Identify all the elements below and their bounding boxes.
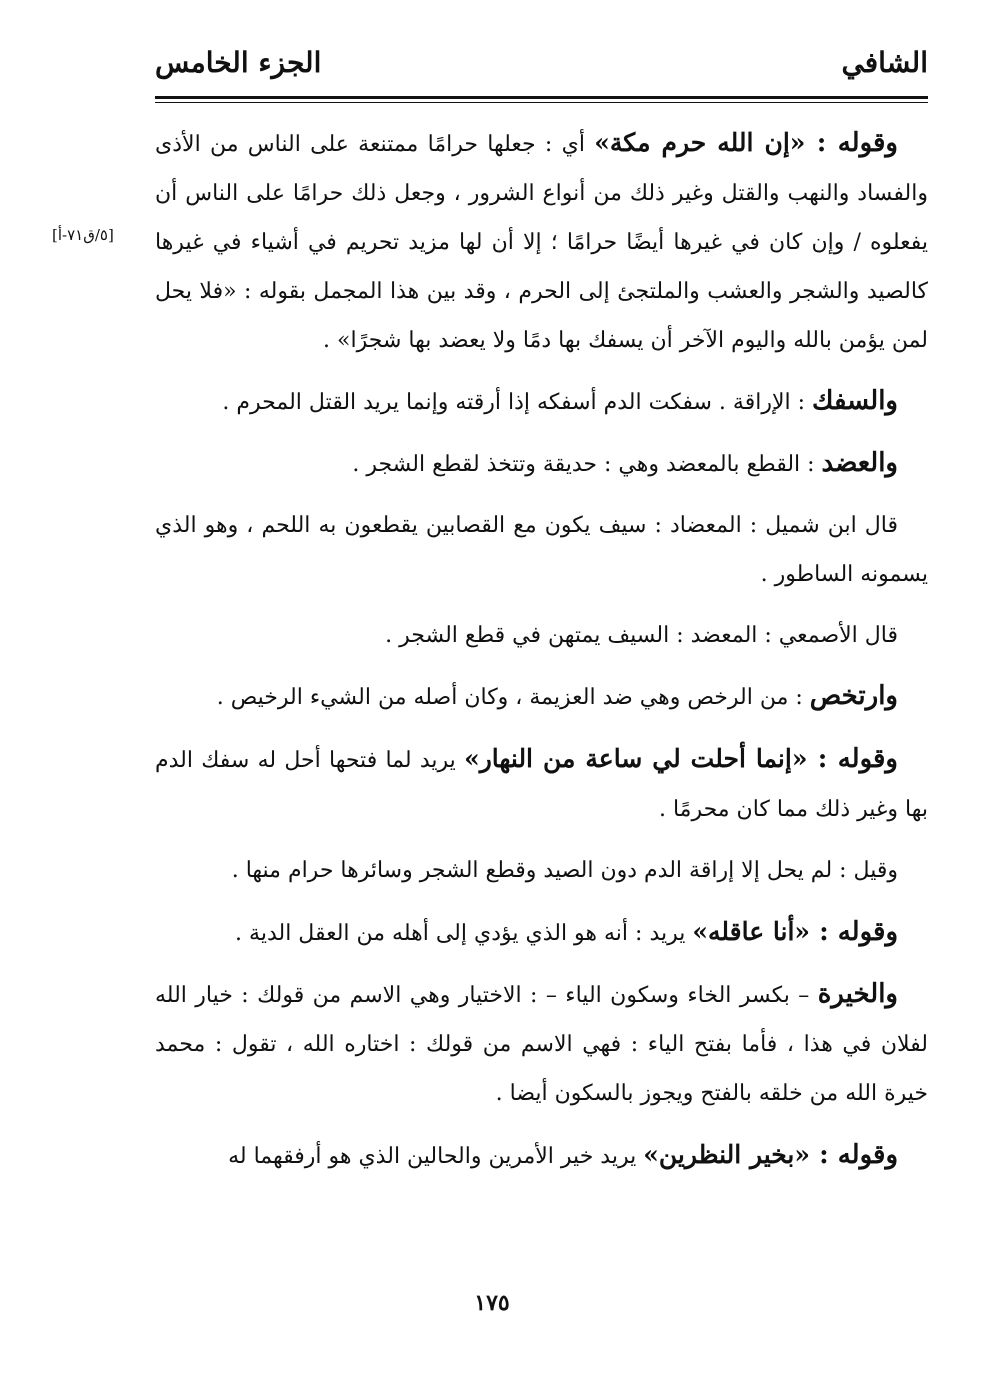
paragraph-text: يريد خير الأمرين والحالين الذي هو أرفقهما له [228,1144,644,1169]
paragraph [155,846,928,895]
paragraph-lead-term: والسفك [812,386,898,416]
paragraph-text: : من الرخص وهي ضد العزيمة ، وكان أصله من الشيء الرخيص . [216,685,810,710]
paragraph [155,907,928,958]
hadith-quote: «إنما أحلت لي ساعة من النهار» [464,744,808,773]
paragraph-text: وقيل : لم يحل إلا إراقة الدم دون الصيد وقطع الشجر وسائرها حرام منها . [231,858,898,883]
hadith-quote: «إن الله حرم مكة» [594,128,806,157]
hadith-quote: «أنا عاقله» [692,917,811,946]
paragraph [155,970,928,1118]
paragraph [155,611,928,660]
page-body [155,118,928,1193]
paragraph [155,501,928,599]
paragraph-text: : الإراقة . سفكت الدم أسفكه إذا أرقته وإنما يريد القتل المحرم . [222,390,813,415]
paragraph-lead-term: وقوله : [805,128,898,158]
paragraph [155,672,928,722]
paragraph-lead-term: وقوله : [810,917,898,947]
volume-label: الجزء الخامس [155,46,322,79]
paragraph-lead-term: والخيرة [817,979,898,1009]
header-rule-thick [155,96,928,99]
paragraph-text: أي : جعلها حرامًا ممتنعة على الناس من الأذى والفساد والنهب والقتل وغير ذلك من أنواع الشرور ، وجعل ذلك حرامًا على الناس أن يفعلوه / وإن كان في غيرها أيضًا حرامًا ؛ إلا أن لها مزيد تحريم في أشياء في غيرها كالصيد والشجر والعشب والملتجئ إلى الحرم ، وقد بين هذا المجمل بقوله : «فلا يحل لمن يؤمن بالله واليوم الآخر أن يسفك بها دمًا ولا يعضد بها شجرًا» . [155,132,929,353]
paragraph-text: قال ابن شميل : المعضاد : سيف يكون مع القصابين يقطعون به اللحم ، وهو الذي يسمونه الساطور . [155,513,928,587]
paragraph [155,377,928,427]
hadith-quote: «بخير النظرين» [643,1140,811,1169]
paragraph-lead-term: والعضد [821,448,898,478]
paragraph [155,1130,928,1181]
paragraph-text: قال الأصمعي : المعضد : السيف يمتهن في قطع الشجر . [385,623,898,648]
paragraph-text: يريد لما فتحها أحل له سفك الدم بها وغير ذلك مما كان محرمًا . [155,748,928,822]
paragraph-lead-term: وقوله : [810,1140,898,1170]
paragraph [155,439,928,489]
paragraph-text: : القطع بالمعضد وهي : حديقة وتتخذ لقطع الشجر . [352,452,822,477]
paragraph-lead-term: وقوله : [807,744,898,774]
book-title: الشافي [841,46,928,79]
paragraph-text: – بكسر الخاء وسكون الياء – : الاختيار وهي الاسم من قولك : خيار الله لفلان في هذا ، فأما بفتح الياء : فهي الاسم من قولك : اختاره الله ، تقول : محمد خيرة الله من خلقه بالفتح ويجوز بالسكون أيضا . [155,983,928,1106]
paragraph-lead-term: وارتخص [809,681,898,711]
paragraph [155,734,928,834]
page-number: ١٧٥ [474,1290,510,1316]
paragraph-text: يريد : أنه هو الذي يؤدي إلى أهله من العقل الدية . [235,921,693,946]
paragraph [155,118,928,365]
manuscript-folio-note: [٥/ق٧١-أ] [52,226,114,244]
running-header [155,40,928,98]
header-rule-thin [155,102,928,103]
